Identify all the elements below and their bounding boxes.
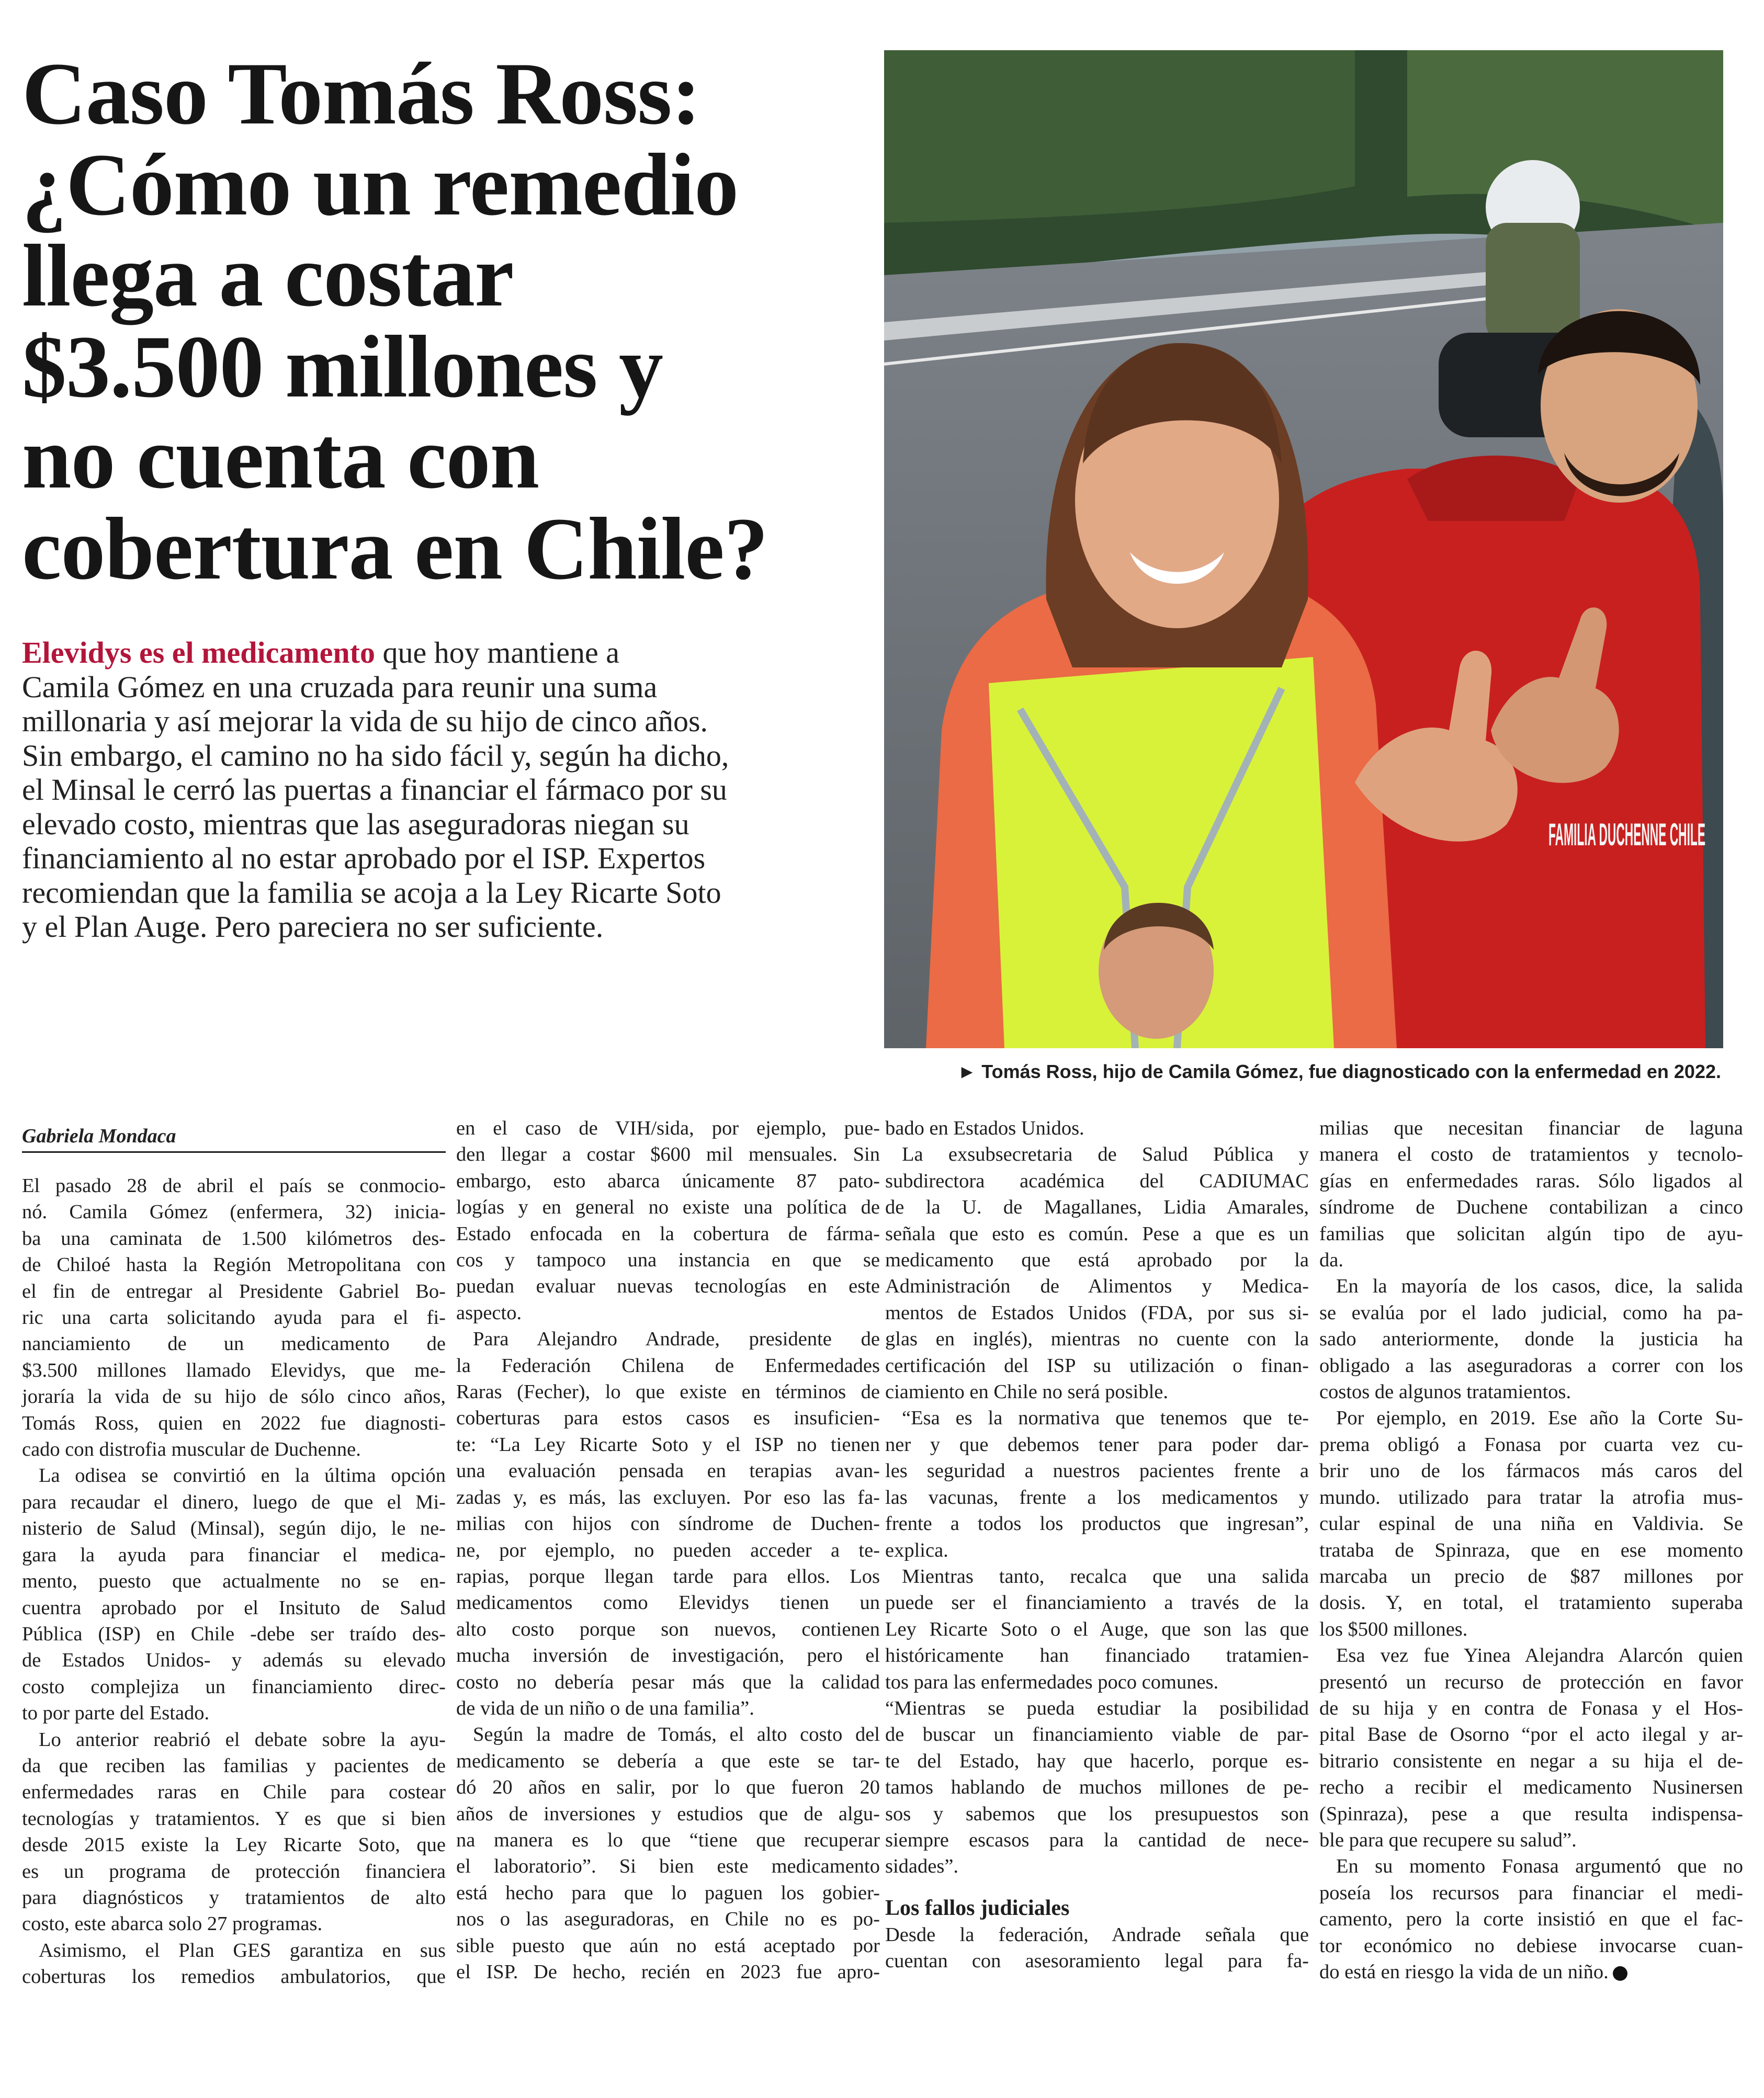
body-line: presentó un recurso de protección en favor [1319, 1671, 1743, 1693]
body-line: dó 20 años en salir, por lo que fueron 20 [456, 1776, 880, 1799]
body-line: zadas y, es más, las excluyen. Por eso las fa- [456, 1486, 880, 1509]
body-line: cuentan con asesoramiento legal para fa- [885, 1950, 1309, 1972]
body-line: síndrome de Duchene contabilizan a cinco [1319, 1196, 1743, 1219]
lede-first-line [22, 636, 859, 670]
body-line: las vacunas, frente a los medicamentos y [885, 1486, 1309, 1509]
body-line: coberturas los remedios ambulatorios, que [22, 1966, 446, 1988]
body-line: medicamento que está aprobado por la [885, 1249, 1309, 1272]
body-line: se evalúa por el lado judicial, como ha pa- [1319, 1301, 1743, 1324]
headline-line: no cuenta con [22, 409, 539, 507]
body-line: medicamentos como Elevidys tienen un [456, 1592, 880, 1614]
body-line: costo no debería pesar más que la calidad [456, 1671, 880, 1693]
body-line: glas en inglés), mientras no cuente con la [885, 1328, 1309, 1351]
body-line: Estado enfocada en la cobertura de fárma- [456, 1222, 880, 1245]
body-line: mundo. utilizado para tratar la atrofia mus- [1319, 1486, 1743, 1509]
body-line: el fin de entregar al Presidente Gabriel Bo- [22, 1280, 446, 1302]
body-line: Por ejemplo, en 2019. Ese año la Corte Su- [1336, 1407, 1743, 1430]
end-mark-icon [1613, 1966, 1627, 1981]
body-line: gías en enfermedades raras. Sólo ligados al [1319, 1170, 1743, 1192]
body-line: cular espinal de una niña en Valdivia. Se [1319, 1513, 1743, 1535]
body-line: El pasado 28 de abril el país se conmocio- [22, 1175, 446, 1197]
body-line: “Mientras se pueda estudiar la posibilidad [885, 1697, 1309, 1719]
body-line: les seguridad a nuestros pacientes frente a [885, 1460, 1309, 1482]
body-line: desde 2015 existe la Ley Ricarte Soto, que [22, 1834, 446, 1856]
body-line: poseía los recursos para financiar el medi- [1319, 1881, 1743, 1904]
headline-line: llega a costar [22, 226, 514, 325]
lede-line: recomiendan que la familia se acoja a la Ley Ricarte Soto [22, 875, 721, 910]
section-subhead: Los fallos judiciales [885, 1896, 1070, 1920]
body-line: es un programa de protección financiera [22, 1860, 446, 1882]
body-line: milias que necesitan financiar de laguna [1319, 1117, 1743, 1139]
headline [22, 44, 859, 598]
lede-lead-in: Elevidys es el medicamento [22, 636, 375, 670]
body-line: cado con distrofia muscular de Duchenne. [22, 1438, 361, 1461]
body-line: camento, pero la corte insistió en que el fac- [1319, 1908, 1743, 1931]
body-line: mucha inversión de investigación, pero el [456, 1645, 880, 1667]
body-line: nó. Camila Gómez (enfermera, 32) inicia- [22, 1201, 446, 1223]
body-line: da que reciben las familias y pacientes de [22, 1754, 446, 1777]
body-line: cos y tampoco una instancia en que se [456, 1249, 880, 1272]
headline-line: ¿Cómo un remedio [22, 135, 739, 234]
body-line: rapias, porque llegan tarde para ellos. Los [456, 1565, 880, 1587]
body-line: den llegar a costar $600 mil mensuales. Sin [456, 1143, 880, 1166]
body-line: sado anteriormente, donde la justicia ha [1319, 1328, 1743, 1351]
body-line: para recaudar el dinero, luego de que el Mi- [22, 1491, 446, 1513]
body-line: manera el costo de tratamientos y tecnolo- [1319, 1143, 1743, 1166]
body-line: para diagnósticos y tratamientos de alto [22, 1886, 446, 1909]
lede-line: millonaria y así mejorar la vida de su hijo de cinco años. [22, 704, 708, 738]
body-line: Pública (ISP) en Chile -debe ser traído des- [22, 1623, 446, 1645]
body-line: una evaluación pensada en terapias avan- [456, 1460, 880, 1482]
body-line: $3.500 millones llamado Elevidys, que me- [22, 1359, 446, 1381]
body-line: milias con hijos con síndrome de Duchen- [456, 1513, 880, 1535]
body-line: pital Base de Osorno “por el acto ilegal y ar- [1319, 1723, 1743, 1746]
body-line: te: “La Ley Ricarte Soto y el ISP no tienen [456, 1433, 880, 1456]
body-line: tos para las enfermedades poco comunes. [885, 1671, 1219, 1693]
body-last-line [1319, 1959, 1743, 1985]
lede-line: Sin embargo, el camino no ha sido fácil y, según ha dicho, [22, 738, 729, 773]
body-line: “Esa es la normativa que tenemos que te- [902, 1407, 1309, 1430]
body-line: explica. [885, 1539, 948, 1561]
body-line: de vida de un niño o de una familia”. [456, 1697, 754, 1719]
body-line: años de inversiones y estudios que de algu- [456, 1802, 880, 1825]
body-line: marcaba un precio de $87 millones por [1319, 1565, 1743, 1587]
body-line: puedan evaluar nuevas tecnologías en este [456, 1275, 880, 1298]
body-line: bitrario consistente en negar a su hija el de- [1319, 1750, 1743, 1772]
body-line: prema obligó a Fonasa por cuarta vez cu- [1319, 1433, 1743, 1456]
body-line: sidades”. [885, 1855, 959, 1878]
body-line: el laboratorio”. Si bien este medicamento [456, 1855, 880, 1878]
body-line: costo complejiza un financiamiento direc- [22, 1675, 446, 1698]
body-line: mentos de Estados Unidos (FDA, por sus si- [885, 1301, 1309, 1324]
body-line: puede ser el financiamiento a través de la [885, 1592, 1309, 1614]
body-line: recho a recibir el medicamento Nusinersen [1319, 1776, 1743, 1799]
body-line: Tomás Ross, quien en 2022 fue diagnosti- [22, 1412, 446, 1434]
body-line: subdirectora académica del CADIUMAC [885, 1170, 1309, 1192]
body-line: nos o las aseguradoras, en Chile no es po- [456, 1908, 880, 1931]
body-line: mento, puesto que actualmente no se en- [22, 1570, 446, 1593]
body-line: Administración de Alimentos y Medica- [885, 1275, 1309, 1298]
body-line: La exsubsecretaria de Salud Pública y [902, 1143, 1309, 1166]
body-line: trataba de Spinraza, que en ese momento [1319, 1539, 1743, 1561]
lede-line: financiamiento al no estar aprobado por el ISP. Expertos [22, 841, 706, 875]
headline-line: Caso Tomás Ross: [22, 44, 701, 143]
body-line: ne, por ejemplo, no pueden acceder a te- [456, 1539, 880, 1561]
body-line: Mientras tanto, recalca que una salida [902, 1565, 1309, 1587]
body-line: nisterio de Salud (Minsal), según dijo, le ne- [22, 1517, 446, 1540]
body-line: ric una carta solicitando ayuda para el fi- [22, 1307, 446, 1329]
body-line: ciamiento en Chile no será posible. [885, 1381, 1168, 1403]
byline: Gabriela Mondaca [22, 1123, 446, 1153]
body-line: siempre escasos para la cantidad de nece- [885, 1829, 1309, 1851]
body-line: de su hija y en contra de Fonasa y el Hos- [1319, 1697, 1743, 1719]
body-line: de Estados Unidos- y además su elevado [22, 1649, 446, 1672]
body-line: to por parte del Estado. [22, 1702, 210, 1725]
body-line: en el caso de VIH/sida, por ejemplo, pue- [456, 1117, 880, 1139]
body-line: de la U. de Magallanes, Lidia Amarales, [885, 1196, 1309, 1219]
photo-vest-text: FAMILIA DUCHENNE CHILE [1548, 817, 1705, 852]
body-line: señala que esto es común. Pese a que es un [885, 1222, 1309, 1245]
body-line: La odisea se convirtió en la última opción [39, 1465, 446, 1487]
body-line: frente a todos los productos que ingresan”, [885, 1513, 1309, 1535]
body-line: gara la ayuda para financiar el medica- [22, 1544, 446, 1566]
body-line: de Chiloé hasta la Región Metropolitana con [22, 1254, 446, 1276]
article-column-1 [22, 1173, 446, 1990]
body-line: ba una caminata de 1.500 kilómetros des- [22, 1227, 446, 1250]
body-line: Asimismo, el Plan GES garantiza en sus [39, 1939, 446, 1961]
article-photo [884, 50, 1723, 1048]
body-line: medicamento se debería a que este se tar- [456, 1750, 880, 1772]
body-line: sos y sabemos que los presupuestos son [885, 1802, 1309, 1825]
body-line: Lo anterior reabrió el debate sobre la ayu- [39, 1728, 446, 1751]
article-column-4 [1319, 1115, 1743, 1985]
body-line: obligado a las aseguradoras a correr con los [1319, 1354, 1743, 1377]
lede-line: el Minsal le cerró las puertas a financiar el fármaco por su [22, 773, 727, 807]
photo-caption: ► Tomás Ross, hijo de Camila Gómez, fue diagnosticado con la enfermedad en 2022. [957, 1061, 1721, 1082]
body-line: aspecto. [456, 1301, 522, 1324]
body-line: familias que solicitan algún tipo de ayu- [1319, 1222, 1743, 1245]
body-line: na manera es lo que “tiene que recuperar [456, 1829, 880, 1851]
body-line: Para Alejandro Andrade, presidente de [473, 1328, 880, 1351]
headline-line: $3.500 millones y [22, 317, 663, 416]
lede-paragraph [22, 636, 859, 944]
body-line: coberturas para estos casos es insuficien- [456, 1407, 880, 1430]
body-line: sible puesto que aún no está aceptado por [456, 1934, 880, 1957]
body-line: nanciamiento de un medicamento de [22, 1333, 446, 1355]
body-line: En su momento Fonasa argumentó que no [1336, 1855, 1743, 1878]
body-line: los $500 millones. [1319, 1618, 1468, 1640]
body-line: el ISP. De hecho, recién en 2023 fue apro- [456, 1961, 880, 1983]
body-line: tecnologías y tratamientos. Y es que si bien [22, 1807, 446, 1830]
lede-line: elevado costo, mientras que las aseguradoras niegan su [22, 807, 689, 841]
body-line: Según la madre de Tomás, el alto costo del [473, 1723, 880, 1746]
lede-line: Camila Gómez en una cruzada para reunir una suma [22, 670, 658, 704]
lede-line: y el Plan Auge. Pero pareciera no ser suficiente. [22, 910, 604, 944]
body-line: logías y en general no existe una política de [456, 1196, 880, 1219]
body-line: Desde la federación, Andrade señala que [885, 1923, 1309, 1946]
body-line: do está en riesgo la vida de un niño. [1319, 1961, 1609, 1983]
body-line: tor económico no debiese invocarse cuan- [1319, 1934, 1743, 1957]
body-line: está hecho para que lo paguen los gobier- [456, 1881, 880, 1904]
body-line: cuentra aprobado por el Insituto de Salud [22, 1596, 446, 1619]
body-line: bado en Estados Unidos. [885, 1117, 1084, 1139]
body-line: embargo, esto abarca únicamente 87 pato- [456, 1170, 880, 1192]
body-line: costo, este abarca solo 27 programas. [22, 1913, 323, 1935]
body-line: da. [1319, 1249, 1343, 1272]
body-line: alto costo porque son nuevos, contienen [456, 1618, 880, 1640]
body-line: (Spinraza), pese a que resulta indispensa- [1319, 1802, 1743, 1825]
body-line: Esa vez fue Yinea Alejandra Alarcón quien [1336, 1645, 1743, 1667]
lede-first-rest: que hoy mantiene a [375, 636, 620, 670]
body-line: enfermedades raras en Chile para costear [22, 1781, 446, 1804]
body-line: de buscar un financiamiento viable de par- [885, 1723, 1309, 1746]
article-column-3 [885, 1115, 1309, 1975]
body-line: la Federación Chilena de Enfermedades [456, 1354, 880, 1377]
body-line: Raras (Fecher), lo que existe en términos de [456, 1381, 880, 1403]
article-column-2 [456, 1115, 880, 1985]
body-line: tamos hablando de muchos millones de pe- [885, 1776, 1309, 1799]
body-line: ner y que debemos tener para poder dar- [885, 1433, 1309, 1456]
body-line: brir uno de los fármacos más caros del [1319, 1460, 1743, 1482]
body-line: te del Estado, hay que hacerlo, porque es- [885, 1750, 1309, 1772]
body-line: certificación del ISP su utilización o finan- [885, 1354, 1309, 1377]
body-line: ble para que recupere su salud”. [1319, 1829, 1577, 1851]
body-line: En la mayoría de los casos, dice, la salida [1336, 1275, 1743, 1298]
body-line: Ley Ricarte Soto o el Auge, que son las que [885, 1618, 1309, 1640]
body-line: costos de algunos tratamientos. [1319, 1381, 1571, 1403]
body-line: históricamente han financiado tratamien- [885, 1645, 1309, 1667]
body-line: dosis. Y, en total, el tratamiento superaba [1319, 1592, 1743, 1614]
body-line: joraría la vida de su hijo de sólo cinco años, [22, 1386, 446, 1408]
headline-line: cobertura en Chile? [22, 500, 768, 598]
